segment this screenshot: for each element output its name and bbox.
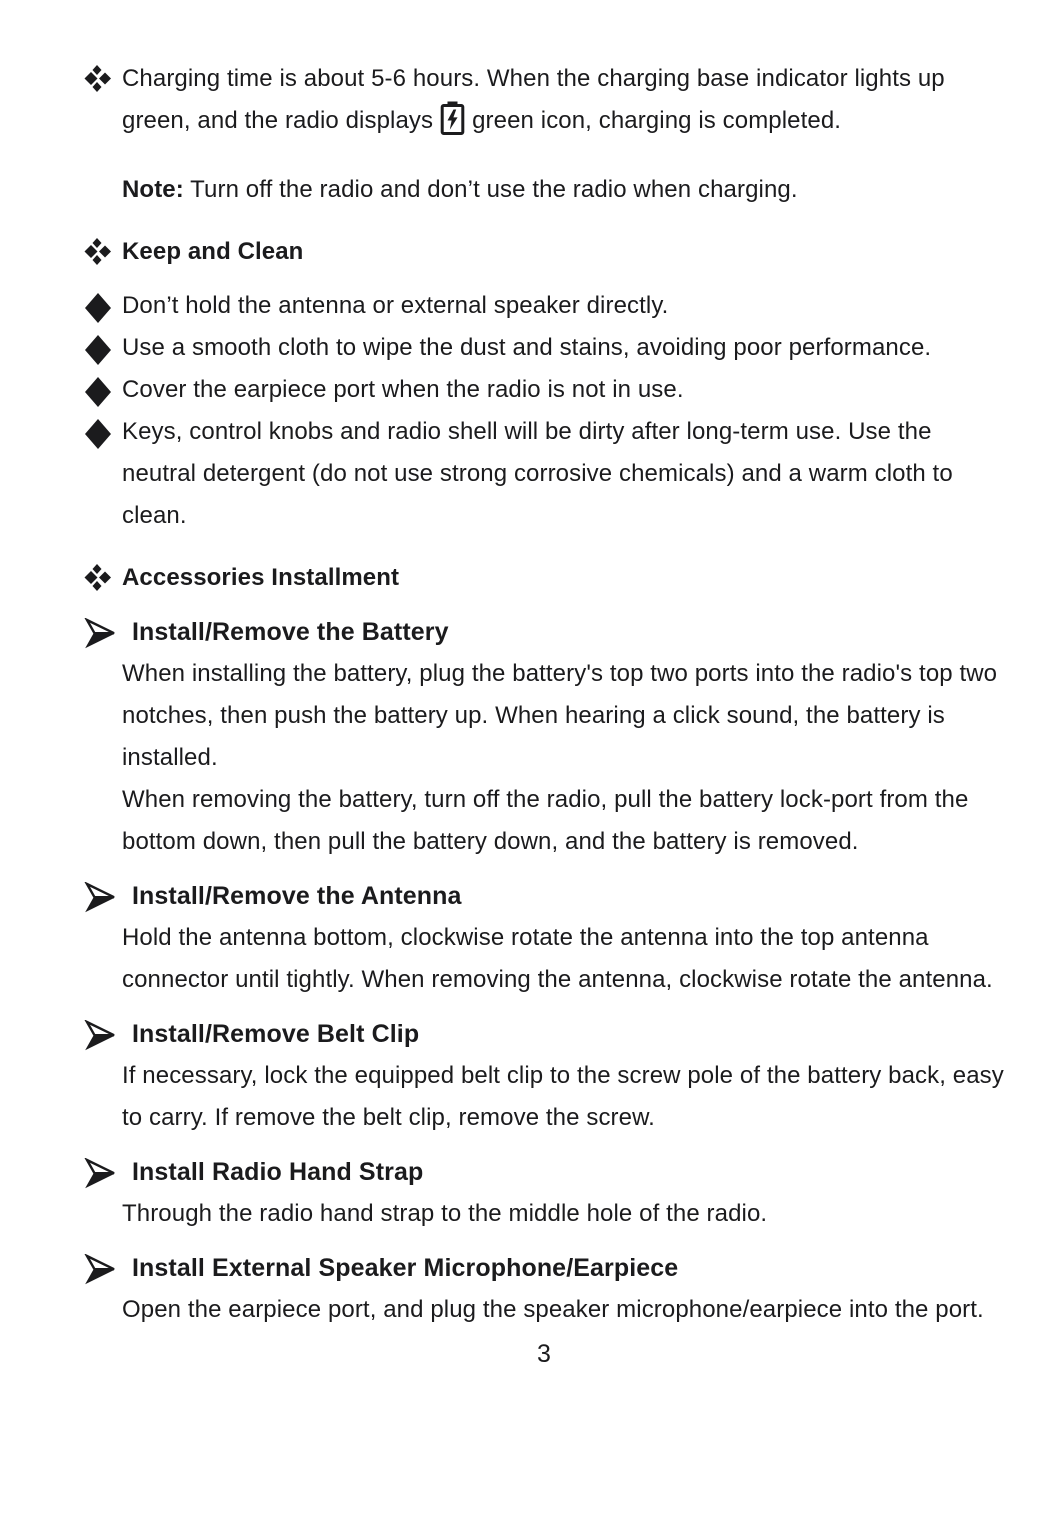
note-paragraph (122, 169, 1004, 211)
arrowhead-right-icon (84, 1013, 132, 1051)
list-item (84, 411, 1004, 537)
subsection-install-radio-hand-strap (84, 1151, 1004, 1235)
arrowhead-right-icon (84, 875, 132, 913)
subsection-title: Install Radio Hand Strap (132, 1158, 424, 1186)
black-diamond-icon (84, 327, 122, 366)
charging-bullet-item (84, 58, 1004, 149)
subsection-title: Install/Remove the Antenna (132, 882, 462, 910)
subsection-paragraph: If necessary, lock the equipped belt clip to the screw pole of the battery back, easy to carry. If remove the belt clip, remove the screw. (122, 1062, 1004, 1131)
black-diamond-icon (84, 369, 122, 408)
subsection-install-speaker-microphone-earpiece (84, 1247, 1004, 1331)
charging-text-before: Charging time is about 5-6 hours. When the charging base indicator lights up green, and the radio displays (122, 65, 945, 134)
subsection-paragraph: When removing the battery, turn off the radio, pull the battery lock-port from the bottom down, then pull the battery down, and the battery is removed. (122, 786, 969, 855)
arrowhead-right-icon (84, 611, 132, 649)
subsection-title: Install/Remove the Battery (132, 618, 449, 646)
subsection-install-remove-battery (84, 611, 1004, 863)
arrowhead-right-icon (84, 1151, 132, 1189)
black-diamond-icon (84, 411, 122, 450)
note-text: Turn off the radio and don’t use the radio when charging. (190, 176, 798, 203)
arrowhead-right-icon (84, 1247, 132, 1285)
section-keep-and-clean (84, 231, 1004, 273)
charging-text-after: green icon, charging is completed. (472, 107, 842, 134)
battery-charging-icon (440, 101, 465, 149)
subsection-heading-row (84, 1013, 1004, 1055)
subsection-title: Install External Speaker Microphone/Earpiece (132, 1254, 679, 1282)
subsection-heading-row (84, 1151, 1004, 1193)
subsection-install-remove-belt-clip (84, 1013, 1004, 1139)
list-item-text: Don’t hold the antenna or external speaker directly. (122, 292, 669, 319)
subsection-paragraph: Through the radio hand strap to the middle hole of the radio. (122, 1200, 768, 1227)
note-label: Note: (122, 176, 184, 203)
list-item-text: Keys, control knobs and radio shell will be dirty after long-term use. Use the neutral detergent (do not use strong corrosive chemicals) and a warm cloth to clean. (122, 418, 953, 529)
list-item (84, 285, 1004, 327)
section-title: Keep and Clean (122, 238, 304, 265)
subsection-paragraph: When installing the battery, plug the battery's top two ports into the radio's top two notches, then push the battery up. When hearing a click sound, the battery is installed. (122, 660, 998, 771)
list-item-text: Use a smooth cloth to wipe the dust and stains, avoiding poor performance. (122, 334, 932, 361)
list-item (84, 327, 1004, 369)
four-diamonds-icon (84, 231, 122, 266)
page-number: 3 (537, 1340, 551, 1368)
subsection-heading-row (84, 1247, 1004, 1289)
four-diamonds-icon (84, 58, 122, 93)
subsection-install-remove-antenna (84, 875, 1004, 1001)
four-diamonds-icon (84, 557, 122, 592)
subsection-heading-row (84, 611, 1004, 653)
section-title: Accessories Installment (122, 564, 400, 591)
black-diamond-icon (84, 285, 122, 324)
keep-clean-list (84, 285, 1004, 537)
subsection-paragraph: Open the earpiece port, and plug the speaker microphone/earpiece into the port. (122, 1296, 984, 1323)
charging-text (122, 58, 1004, 149)
list-item-text: Cover the earpiece port when the radio is not in use. (122, 376, 684, 403)
subsection-title: Install/Remove Belt Clip (132, 1020, 420, 1048)
list-item (84, 369, 1004, 411)
subsection-heading-row (84, 875, 1004, 917)
section-accessories-installment (84, 557, 1004, 599)
subsection-paragraph: Hold the antenna bottom, clockwise rotate the antenna into the top antenna connector until tightly. When removing the antenna, clockwise rotate the antenna. (122, 924, 993, 993)
